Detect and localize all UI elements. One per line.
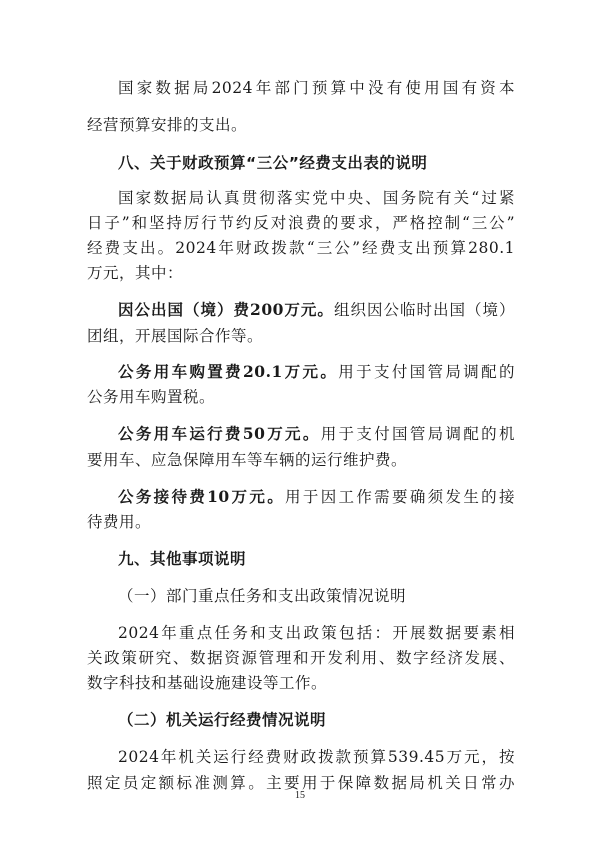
paragraph-line: 团组，开展国际合作等。 [87, 327, 264, 345]
bold-lead: 公务用车运行费50万元。 [118, 424, 321, 443]
paragraph-line: 待费用。 [87, 513, 152, 531]
paragraph-line [118, 423, 515, 445]
paragraph-line: 经费支出。2024年财政拨款“三公”经费支出预算280.1 [87, 239, 515, 257]
paragraph-line: 数字科技和基础设施建设等工作。 [87, 674, 328, 692]
paragraph-line: 照定员定额标准测算。主要用于保障数据局机关日常办 [87, 774, 515, 792]
paragraph-line: 要用车、应急保障用车等车辆的运行维护费。 [87, 451, 408, 469]
line-rest: 组织因公临时出国（境） [333, 301, 515, 319]
line-rest: 用于支付国管局调配的机 [320, 425, 515, 443]
paragraph-line: 经营预算安排的支出。 [87, 116, 248, 134]
bold-lead: 公务用车购置费20.1万元。 [118, 362, 339, 381]
paragraph-line: 公务用车购置税。 [87, 388, 216, 406]
line-rest: 用于因工作需要确须发生的接 [285, 488, 515, 506]
paragraph-line: 2024年机关运行经费财政拨款预算539.45万元，按 [118, 748, 515, 766]
paragraph-line: 日子”和坚持厉行节约反对浪费的要求，严格控制“三公” [87, 214, 515, 232]
page-number: 15 [295, 790, 305, 801]
paragraph-line: （二）机关运行经费情况说明 [118, 710, 327, 729]
section-heading: 九、其他事项说明 [118, 550, 247, 568]
bold-lead: 公务接待费10万元。 [118, 487, 286, 506]
line-rest: 用于支付国管局调配的 [338, 363, 515, 381]
paragraph-line: （一）部门重点任务和支出政策情况说明 [118, 587, 407, 605]
paragraph-line: 关政策研究、数据资源管理和开发利用、数字经济发展、 [87, 649, 515, 667]
paragraph-line [118, 299, 515, 321]
paragraph-line [118, 361, 515, 383]
section-heading: 八、关于财政预算“三公”经费支出表的说明 [118, 154, 428, 172]
bold-lead: 因公出国（境）费200万元。 [118, 300, 334, 319]
paragraph-line [118, 486, 515, 508]
paragraph-line: 国家数据局2024年部门预算中没有使用国有资本 [118, 79, 515, 97]
paragraph-line: 2024年重点任务和支出政策包括：开展数据要素相 [118, 624, 515, 642]
paragraph-line: 国家数据局认真贯彻落实党中央、国务院有关“过紧 [118, 189, 515, 207]
paragraph-line: 万元，其中： [87, 264, 184, 282]
